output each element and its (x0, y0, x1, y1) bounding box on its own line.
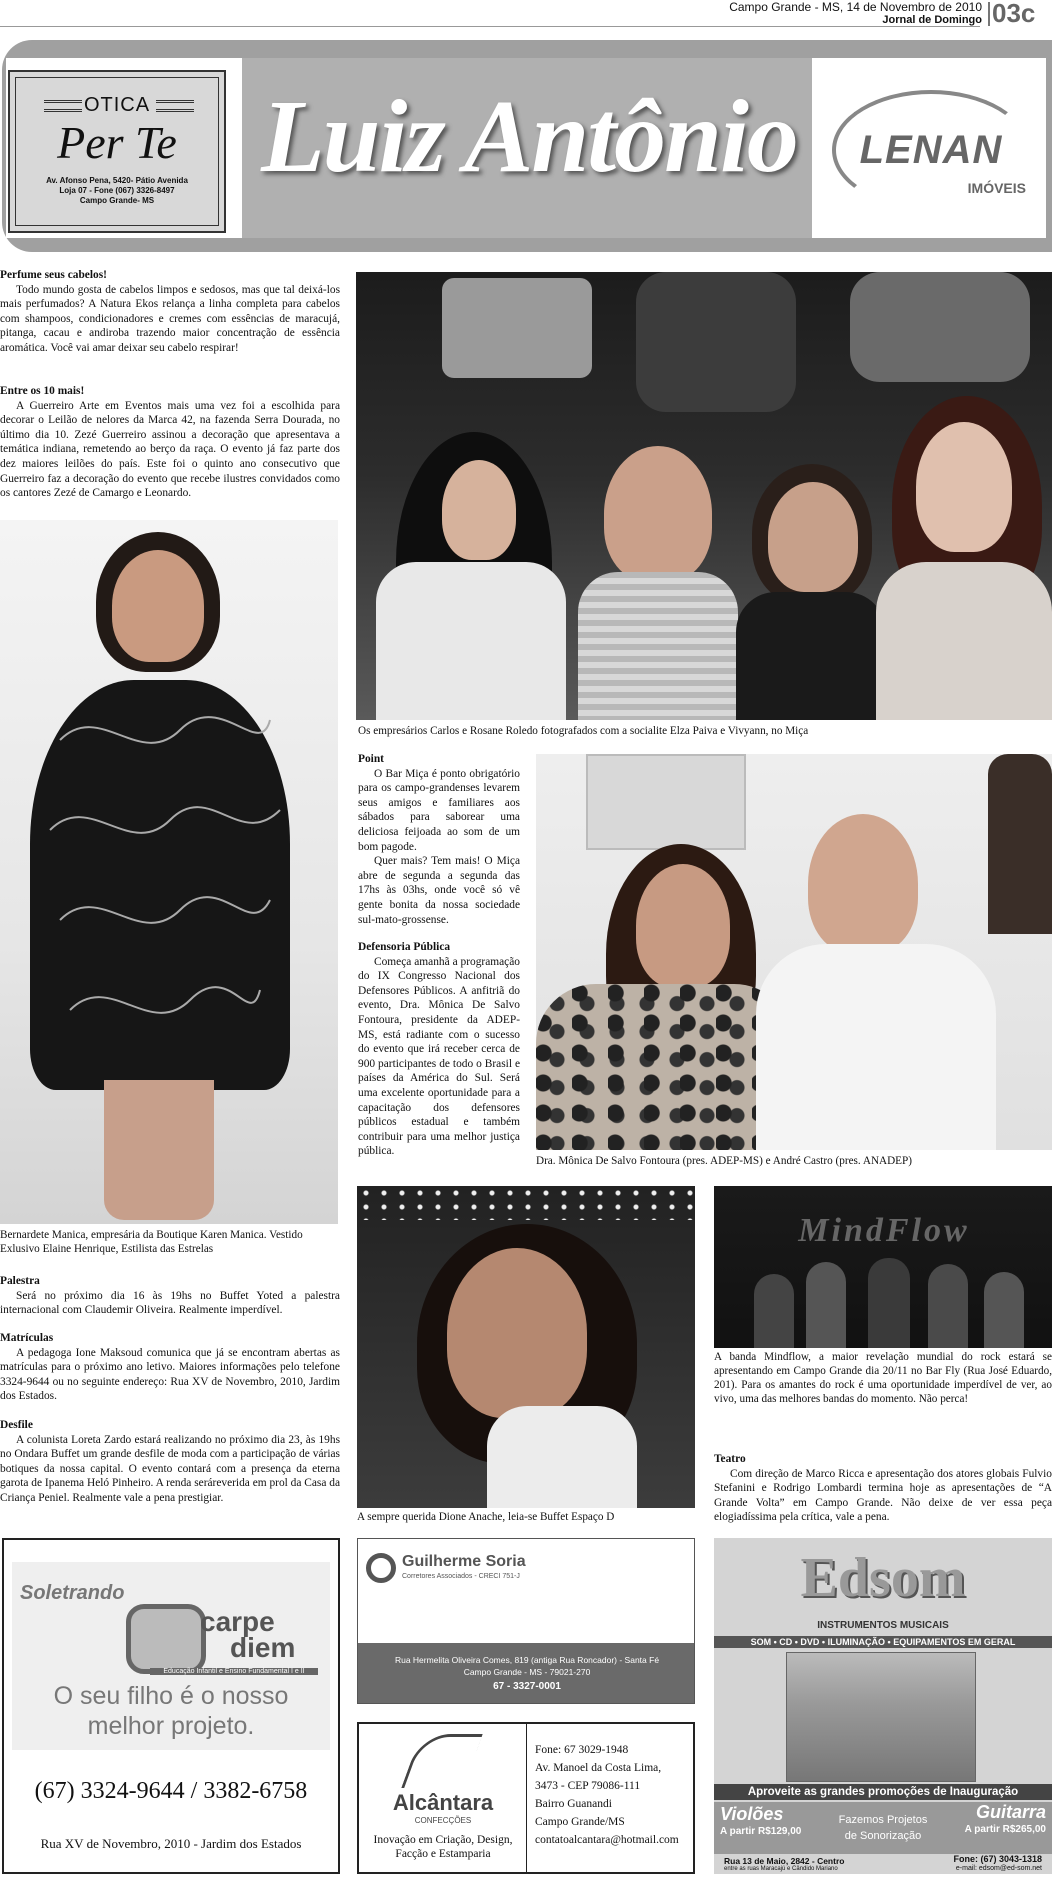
palestra-title: Palestra (0, 1275, 40, 1287)
mindflow-logo: MindFlow (798, 1212, 970, 1249)
defensoria-title: Defensoria Pública (358, 941, 451, 953)
point-body-1: O Bar Miça é ponto obrigatório para os campo-grandenses levarem seus amigos e familiares aos sábados para saborear uma deliciosa feijoada ao som de um bom pagode. (358, 767, 520, 853)
mindflow-photo (714, 1186, 1052, 1348)
alcantara-contact-4: Bairro Guanandi (535, 1798, 612, 1810)
man-face (604, 446, 712, 582)
dione-caption: A sempre querida Dione Anache, leia-se Buffet Espaço D (357, 1511, 615, 1523)
carpe-slogan-1: O seu filho é o nosso (53, 1682, 289, 1710)
alcantara-tagline-1: Inovação em Criação, Design, (373, 1834, 513, 1846)
edsom-email: e-mail: edsom@ed-som.net (955, 1865, 1042, 1872)
stage-musician (636, 272, 796, 412)
page-number: 03c (992, 0, 1036, 28)
soria-line-2: Campo Grande - MS - 79021-270 (463, 1667, 591, 1677)
columnist-name: Luiz Antônio (261, 79, 797, 194)
dress-pattern (30, 680, 290, 1090)
desfile-story (0, 1418, 340, 1506)
woman3-face (916, 422, 1012, 552)
edsom-violoes-price: A partir R$129,00 (720, 1826, 802, 1837)
dateline: Campo Grande - MS, 14 de Novembro de 2010 (729, 0, 982, 14)
band-member (928, 1264, 968, 1348)
soria-sub: Corretores Associados - CRECI 751-J (402, 1573, 520, 1580)
carpe-address: Rua XV de Novembro, 2010 - Jardim dos Estados (40, 1836, 302, 1851)
edsom-store-photo (786, 1652, 976, 1782)
alcantara-ad[interactable] (357, 1722, 695, 1874)
man-shirt (578, 572, 738, 720)
header-rule (0, 26, 980, 27)
page-header (0, 0, 1052, 28)
edsom-ad[interactable] (714, 1538, 1052, 1874)
alcantara-tagline-2: Facção e Estamparia (395, 1848, 491, 1860)
wall-painting (586, 754, 746, 850)
person-legs (104, 1080, 214, 1220)
top10-body: A Guerreiro Arte em Eventos mais uma vez foi a escolhida para decorar o Leilão de nelores da Marca 42, na fazenda Serra Dourada, no último dia 10. Zezé Guerreiro assinou a decoração que apresentava a temática indiana, remetendo ao berço da raça. O evento já faz parte dos dez maiores leilões do país. Este foi o quinto ano consecutivo que Guerreiro faz a decoração do evento que recebe ilustres convidados como os cantores Zezé de Camargo e Leonardo. (0, 399, 340, 500)
edsom-phone: Fone: (67) 3043-1318 (953, 1854, 1042, 1864)
stage-musician (850, 272, 1030, 382)
lenan-imoveis-ad[interactable] (826, 84, 1036, 214)
defensoria-story (358, 940, 520, 1159)
carpe-brand-2: diem (230, 1632, 296, 1663)
mindflow-caption: A banda Mindflow, a maior revelação mundial do rock estará se apresentando em Campo Grande dia 20/11 no Bar Fly (Rua José Eduardo, 201). Para os amantes do rock é uma oportunidade imperdível de ver, ao vivo, uma das melhores bandas do momento. Não perca! (714, 1351, 1052, 1405)
band-member (984, 1272, 1024, 1348)
perfume-title: Perfume seus cabelos! (0, 269, 107, 281)
band-member (868, 1258, 910, 1348)
otica-brand-top: OTICA (83, 94, 151, 116)
woman-face (442, 460, 516, 560)
lights (357, 1186, 695, 1220)
edsom-projetos-1: Fazemos Projetos (838, 1814, 928, 1826)
top10-title: Entre os 10 mais! (0, 385, 85, 397)
edsom-guitarra: Guitarra (975, 1802, 1046, 1822)
dione-face (447, 1248, 587, 1418)
edsom-promo: Aproveite as grandes promoções de Inauguração (714, 1784, 1052, 1800)
main-photo-caption: Os empresários Carlos e Rosane Roledo fotografados com a socialite Elza Paiva e Vivyann, no Miça (358, 725, 809, 737)
defensoria-body: Começa amanhã a programação do IX Congresso Nacional dos Defensores Públicos. A anfitriã do evento, Dra. Mônica De Salvo Fontoura, presidente da ADEP-MS, está radiante com o sucesso do evento que irá receber cerca de 900 participantes de todo o Brasil e países da América do Sul. Será uma excelente oportunidade para a capacitação dos defensores públicos estadual e também contribuir para uma melhor justiça pública. (358, 955, 520, 1158)
otica-wave-icon (44, 100, 82, 112)
edsom-services: SOM • CD • DVD • ILUMINAÇÃO • EQUIPAMENTOS EM GERAL (714, 1636, 1052, 1648)
bernardete-caption: Bernardete Manica, empresária da Boutique Karen Manica. Vestido Exlusivo Elaine Henrique, Estilista das Estrelas (0, 1229, 303, 1255)
alcantara-sub: CONFECÇÕES (414, 1816, 472, 1825)
otica-brand-script: Per Te (57, 117, 177, 168)
carpe-phones: (67) 3324-9644 / 3382-6758 (34, 1778, 308, 1804)
edsom-sub: INSTRUMENTOS MUSICAIS (817, 1620, 949, 1631)
statue (988, 754, 1052, 934)
woman3-body (876, 562, 1052, 720)
desfile-body: A colunista Loreta Zardo estará realizando no próximo dia 23, às 19hs no Ondara Buffet um grande desfile de moda com a participação de várias botiques da nossa capital. O evento contará com a presença da eterna garota de Ipanema Heló Pinheiro. A renda seráreverida em prol da Casa da Criança Peniel. Realmente vale a pena prestigiar. (0, 1433, 340, 1504)
carpe-tagline: Educação Infantil e Ensino Fundamental I e II (150, 1668, 318, 1675)
teatro-title: Teatro (714, 1453, 746, 1465)
edsom-guitarra-price: A partir R$265,00 (964, 1824, 1046, 1835)
teatro-body: Com direção de Marco Ricca e apresentação dos atores globais Fulvio Stefanini e Rodrigo Lombardi termina hoje as apresentações de “A Grande Volta” em Campo Grande. Não deixe de ver essa peça elogiadíssima pela crítica, vale a pena. (714, 1467, 1052, 1524)
soria-phone: 67 - 3327-0001 (493, 1681, 561, 1692)
alcantara-contact-6: contatoalcantara@hotmail.com (535, 1834, 679, 1846)
woman2-face (768, 482, 858, 592)
otica-per-te-ad[interactable] (8, 70, 226, 233)
lenan-brand: LENAN (859, 128, 1003, 172)
matriculas-story (0, 1331, 340, 1404)
carpe-logo-mark (126, 1604, 206, 1674)
edsom-brand: Edsom (800, 1547, 966, 1609)
alcantara-contact-1: Fone: 67 3029-1948 (535, 1744, 629, 1756)
newspaper-name: Jornal de Domingo (882, 14, 982, 26)
carpe-slogan-2: melhor projeto. (87, 1712, 255, 1740)
desfile-title: Desfile (0, 1419, 33, 1431)
point-story (358, 752, 520, 927)
palestra-story (0, 1274, 340, 1318)
woman2-body (736, 592, 886, 720)
matriculas-body: A pedagoga Ione Maksoud comunica que já se encontram abertas as matrículas para o próximo ano letivo. Maiores informações pelo telefone 3324-9644 ou no seguinte endereço: Rua XV de Novembro, 2010, Jardim dos Estados. (0, 1346, 340, 1403)
soria-logo-icon (366, 1553, 396, 1583)
stage-drum (442, 278, 592, 378)
lenan-sub: IMÓVEIS (967, 180, 1026, 196)
woman-body (376, 562, 566, 720)
alcantara-contact-5: Campo Grande/MS (535, 1816, 625, 1828)
alcantara-contact-2: Av. Manoel da Costa Lima, (535, 1762, 662, 1774)
matriculas-title: Matrículas (0, 1332, 54, 1344)
soria-name: Guilherme Soria (402, 1553, 526, 1570)
dione-photo (357, 1186, 695, 1508)
header-divider (988, 2, 990, 26)
woman-face (636, 864, 730, 988)
otica-city: Campo Grande- MS (79, 196, 155, 205)
soria-line-1: Rua Hermelita Oliveira Comes, 819 (antiga Rua Roncador) - Santa Fé (394, 1655, 660, 1665)
miça-group-photo (356, 272, 1052, 720)
edsom-projetos-2: de Sonorização (844, 1830, 922, 1842)
man-shirt (756, 944, 996, 1150)
palestra-body: Será no próximo dia 16 às 19hs no Buffet Yoted a palestra internacional com Claudemir Oliveira. Realmente imperdível. (0, 1289, 340, 1317)
carpe-brand-1: carpe (200, 1606, 275, 1637)
perfume-story (0, 268, 340, 356)
band-member (754, 1274, 794, 1348)
top10-story (0, 384, 340, 501)
teatro-story (714, 1452, 1052, 1525)
edsom-address: Rua 13 de Maio, 2842 - Centro (724, 1856, 845, 1866)
soletrando-label: Soletrando (20, 1582, 125, 1604)
bernardete-photo (0, 520, 338, 1224)
alcantara-brand: Alcântara (392, 1790, 494, 1815)
otica-wave-icon (156, 100, 194, 112)
adep-photo (536, 754, 1052, 1150)
dione-top (487, 1406, 637, 1508)
perfume-body: Todo mundo gosta de cabelos limpos e sedosos, mas que tal deixá-los mais perfumados? A Natura Ekos relança a linha completa para cabelos com shampoos, condicionadores e cremes com essências de maracujá, pitanga, cacau e andiroba trazendo maior concentração de essência aromática. Você vai amar deixar seu cabelo respirar! (0, 283, 340, 354)
carpe-diem-ad[interactable] (2, 1538, 340, 1874)
edsom-address-2: entre as ruas Maracajú e Cândido Mariano (724, 1866, 838, 1872)
man-face (808, 814, 918, 954)
guilherme-soria-ad[interactable] (357, 1538, 695, 1704)
point-body-2: Quer mais? Tem mais! O Miça abre de segunda a segunda das 17hs às 03hs, onde você só vê gente bonita da nossa sociedade sul-mato-grossense. (358, 855, 520, 926)
band-member (806, 1262, 846, 1348)
alcantara-contact-3: 3473 - CEP 79086-111 (535, 1780, 641, 1792)
otica-shop: Loja 07 - Fone (067) 3326-8497 (59, 186, 175, 195)
adep-caption: Dra. Mônica De Salvo Fontoura (pres. ADEP-MS) e André Castro (pres. ANADEP) (536, 1155, 912, 1167)
otica-address: Av. Afonso Pena, 5420- Pátio Avenida (46, 176, 188, 185)
person-face (112, 550, 204, 662)
edsom-violoes: Violões (720, 1804, 784, 1824)
point-title: Point (358, 753, 384, 765)
